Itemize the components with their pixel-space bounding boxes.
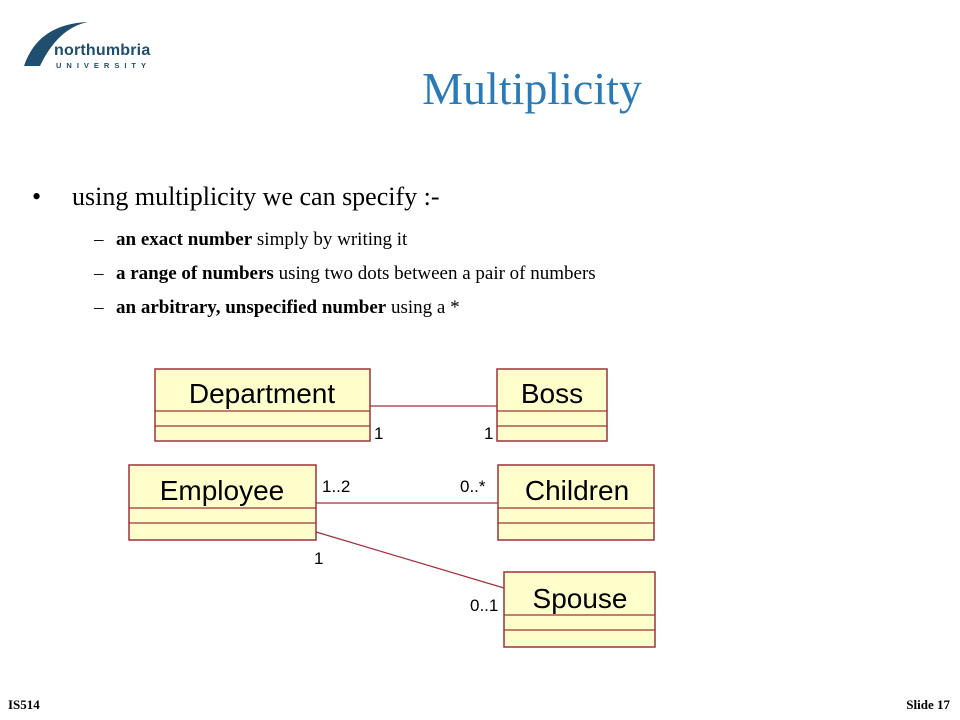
sub-bullet-3-bold: an arbitrary, unspecified number [116, 297, 387, 318]
logo-wordmark: northumbria [54, 42, 151, 59]
mult-employee-spouse-right: 0..1 [470, 596, 499, 615]
class-boss-name: Boss [520, 378, 584, 409]
main-bullet-text: using multiplicity we can specify :- [72, 182, 440, 211]
course-code: IS514 [8, 697, 40, 712]
sub-bullet-1-bold: an exact number [116, 229, 253, 250]
mult-employee-spouse-left: 1 [314, 549, 324, 568]
sub-bullet-2-text: using two dots between a pair of numbers [273, 263, 596, 284]
sub-bullet-1-text: simply by writing it [252, 229, 408, 250]
class-spouse-name: Spouse [532, 583, 628, 614]
mult-department-boss-right: 1 [484, 424, 494, 443]
class-department[interactable] [155, 369, 370, 441]
mult-department-boss-left: 1 [374, 424, 384, 443]
slide-number: Slide 17 [906, 697, 950, 712]
class-boss[interactable] [497, 369, 607, 441]
class-department-name: Department [188, 378, 336, 409]
bullet-dot: • [32, 182, 42, 211]
sub-bullet-2-bold: a range of numbers [116, 263, 274, 284]
sub-bullet-3-text: using a * [386, 297, 460, 318]
dash-marker: – [94, 263, 104, 284]
class-employee-name: Employee [159, 475, 285, 506]
logo-subtitle: UNIVERSITY [56, 61, 152, 70]
class-children[interactable] [498, 465, 654, 540]
class-spouse[interactable] [504, 572, 655, 647]
mult-employee-children-right: 0..* [460, 477, 486, 496]
class-children-name: Children [524, 475, 630, 506]
class-employee[interactable] [129, 465, 316, 540]
slide-title: Multiplicity [422, 63, 642, 114]
dash-marker: – [94, 297, 104, 318]
mult-employee-children-left: 1..2 [322, 477, 351, 496]
assoc-employee-spouse [316, 532, 504, 588]
dash-marker: – [94, 229, 104, 250]
